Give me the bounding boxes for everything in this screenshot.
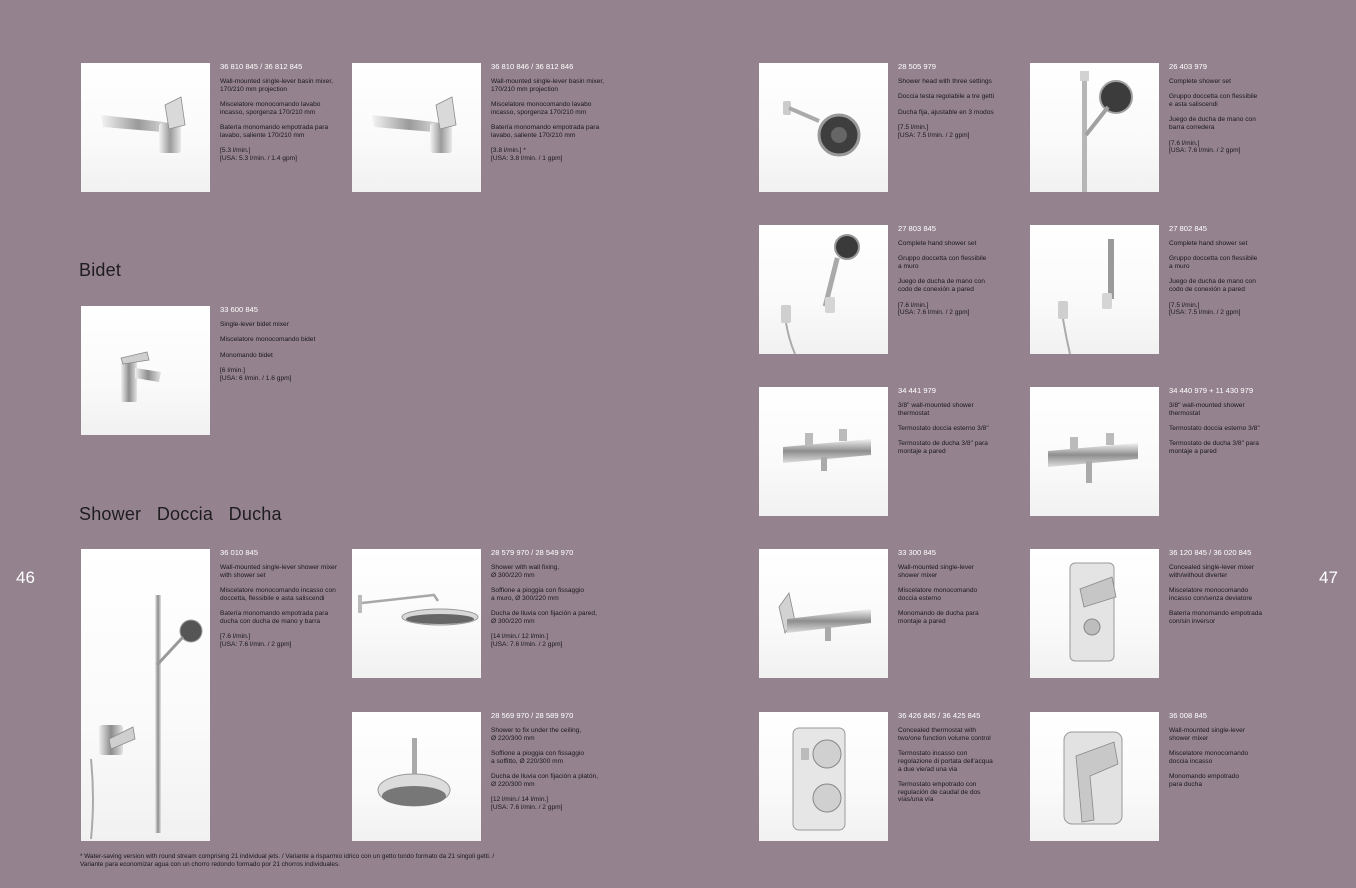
desc-it: Termostato doccia esterno 3/8" [1169, 425, 1260, 433]
desc-es: Ducha de lluvia con fijación a platón, Ø 220/300 mm [491, 773, 599, 788]
product-image-basin-mixer [352, 63, 481, 192]
desc-en: Complete hand shower set [898, 240, 977, 247]
desc-it: Doccia testa regolabile a tre getti [898, 93, 995, 101]
desc-en: Shower head with three settings [898, 78, 992, 85]
product-image-hand-shower-set [1030, 225, 1159, 354]
product-info [898, 224, 1022, 325]
desc-en: Wall-mounted single-lever shower mixer with shower set [220, 564, 338, 579]
flow-rate: [3.8 l/min.] * [USA: 3.8 l/min. / 1 gpm] [491, 147, 563, 162]
section-title-bidet: Bidet [79, 260, 122, 280]
desc-en: Wall-mounted single-lever shower mixer [1169, 727, 1245, 742]
product-info [491, 548, 615, 656]
product-image-concealed-thermostat [759, 712, 888, 841]
desc-es: Monomando bidet [220, 351, 273, 359]
desc-it: Gruppo doccetta con flessibile e asta saliscendi [1169, 93, 1258, 109]
product-code: 33 600 845 [220, 305, 259, 314]
desc-es: Juego de ducha de mano con barra corredera [1169, 116, 1256, 132]
desc-en: Concealed thermostat with two/one function volume control [898, 727, 991, 742]
desc-en: 3/8" wall-mounted shower thermostat [1169, 402, 1245, 417]
section-title-shower: Shower Doccia Ducha [79, 504, 282, 524]
desc-es: Monomando empotrado para ducha [1169, 773, 1240, 788]
footnote: * Water-saving version with round stream comprising 21 individual jets. / Variante a risparmio idrico con un getto tondo formato da 21 singoli getti. / Variante para economizar agua con un chorro redondo formado por 21 chorros individuales. [80, 853, 495, 868]
product-code: 36 008 845 [1169, 711, 1208, 720]
desc-it: Miscelatore monocomando lavabo incasso, sporgenza 170/210 mm [491, 101, 592, 116]
product-image-hand-shower-set [759, 225, 888, 354]
product-image-basin-mixer [81, 63, 210, 192]
desc-it: Soffione a pioggia con fissaggio a muro, Ø 300/220 mm [491, 587, 584, 602]
product-code: 34 441 979 [898, 386, 937, 395]
desc-es: Termostato de ducha 3/8" para montaje a pared [1169, 440, 1259, 456]
product-code: 28 579 970 / 28 549 970 [491, 548, 574, 557]
product-image-shower-thermostat [759, 387, 888, 516]
flow-rate: [12 l/min./ 14 l/min.] [USA: 7.6 l/min. / 2 gpm] [491, 796, 563, 811]
product-image-bidet-mixer [81, 306, 210, 435]
product-code: 28 569 970 / 28 589 970 [491, 711, 574, 720]
desc-it: Miscelatore monocomando doccia esterno [898, 587, 978, 602]
desc-it: Termostato incasso con regolazione di portata dell'acqua a due vie/ad una via [898, 750, 993, 773]
product-code: 27 803 845 [898, 224, 937, 233]
product-image-concealed-mixer [1030, 549, 1159, 678]
product-info [1169, 386, 1293, 464]
flow-rate: [7.5 l/min.] [USA: 7.5 l/min. / 2 gpm] [898, 124, 970, 139]
product-code: 36 120 845 / 36 020 845 [1169, 548, 1252, 557]
product-image-shower-set [81, 549, 210, 841]
desc-es: Juego de ducha de mano con codo de conexión a pared [1169, 278, 1256, 294]
desc-es: Batería monomando empotrada para lavabo, saliente 170/210 mm [220, 124, 329, 139]
desc-it: Gruppo doccetta con flessibile a muro [1169, 255, 1258, 271]
product-info [898, 548, 1022, 633]
desc-en: Wall-mounted single-lever shower mixer [898, 564, 974, 579]
product-image-shower-head [759, 63, 888, 192]
desc-en: Concealed single-lever mixer with/without diverter [1169, 564, 1255, 579]
desc-es: Monomando de ducha para montaje a pared [898, 610, 979, 625]
product-code: 27 802 845 [1169, 224, 1208, 233]
desc-it: Soffione a pioggia con fissaggio a soffitto, Ø 220/300 mm [491, 750, 584, 765]
product-image-shower-thermostat [1030, 387, 1159, 516]
desc-en: Shower to fix under the ceiling, Ø 220/300 mm [491, 727, 582, 742]
flow-rate: [5.3 l/min.] [USA: 5.3 l/min. / 1.4 gpm] [220, 147, 297, 162]
product-info [220, 548, 344, 656]
desc-es: Termostato de ducha 3/8" para montaje a pared [898, 440, 988, 456]
flow-rate: [7.6 l/min.] [USA: 7.6 l/min. / 2 gpm] [220, 633, 292, 648]
product-info [1169, 548, 1293, 633]
page-number-left: 46 [16, 568, 35, 587]
flow-rate: [7.6 l/min.] [USA: 7.6 l/min. / 2 gpm] [898, 301, 970, 317]
desc-it: Gruppo doccetta con flessibile a muro [898, 255, 987, 271]
product-code: 36 426 845 / 36 425 845 [898, 711, 981, 720]
desc-en: Single-lever bidet mixer [220, 321, 289, 328]
desc-en: Wall-mounted single-lever basin mixer, 170/210 mm projection [220, 78, 333, 93]
product-image-rain-shower-wall [352, 549, 481, 678]
desc-es: Ducha fija, ajustable en 3 modos [898, 108, 994, 116]
flow-rate: [6 l/min.] [USA: 6 l/min. / 1.6 gpm] [220, 367, 292, 382]
product-code: 26 403 979 [1169, 62, 1208, 71]
product-info [1169, 224, 1293, 325]
product-info [220, 305, 344, 390]
product-image-complete-shower-set [1030, 63, 1159, 192]
product-info [898, 386, 1022, 464]
product-image-shower-mixer-concealed [1030, 712, 1159, 841]
product-info [491, 62, 615, 170]
desc-en: Shower with wall fixing, Ø 300/220 mm [491, 564, 560, 579]
product-info [1169, 711, 1293, 796]
product-info [898, 711, 1022, 812]
desc-it: Termostato doccia esterno 3/8" [898, 425, 989, 433]
product-info [1169, 62, 1293, 163]
product-code: 36 810 846 / 36 812 846 [491, 62, 574, 71]
product-code: 28 505 979 [898, 62, 937, 71]
desc-it: Miscelatore monocomando incasso con/senza deviatore [1169, 587, 1253, 602]
desc-es: Batería monomando empotrada con/sin inversor [1169, 610, 1263, 625]
product-info [220, 62, 344, 170]
flow-rate: [7.6 l/min.] [USA: 7.6 l/min. / 2 gpm] [1169, 139, 1241, 155]
desc-en: Complete hand shower set [1169, 240, 1248, 247]
desc-it: Miscelatore monocomando doccia incasso [1169, 750, 1249, 765]
product-info [491, 711, 615, 819]
product-info [898, 62, 1022, 147]
desc-it: Miscelatore monocomando incasso con doccetta, flessibile e asta saliscendi [220, 587, 336, 602]
desc-it: Miscelatore monocomando lavabo incasso, sporgenza 170/210 mm [220, 101, 321, 116]
flow-rate: [14 l/min./ 12 l/min.] [USA: 7.6 l/min. / 2 gpm] [491, 633, 563, 648]
desc-es: Termostato empotrado con regulación de caudal de dos vías/una vía [898, 780, 981, 804]
product-code: 34 440 979 + 11 430 979 [1169, 386, 1254, 395]
desc-en: Complete shower set [1169, 78, 1231, 85]
desc-en: 3/8" wall-mounted shower thermostat [898, 402, 974, 417]
desc-es: Batería monomando empotrada para lavabo, saliente 170/210 mm [491, 124, 600, 139]
desc-it: Miscelatore monocomando bidet [220, 336, 316, 344]
desc-es: Ducha de lluvia con fijación a pared, Ø 300/220 mm [491, 610, 597, 625]
product-code: 36 010 845 [220, 548, 259, 557]
flow-rate: [7.5 l/min.] [USA: 7.5 l/min. / 2 gpm] [1169, 301, 1241, 317]
product-code: 33 300 845 [898, 548, 937, 557]
product-image-shower-mixer [759, 549, 888, 678]
desc-es: Batería monomando empotrada para ducha con ducha de mano y barra [220, 610, 329, 625]
product-code: 36 810 845 / 36 812 845 [220, 62, 303, 71]
desc-en: Wall-mounted single-lever basin mixer, 170/210 mm projection [491, 78, 604, 93]
page-number-right: 47 [1319, 568, 1338, 587]
desc-es: Juego de ducha de mano con codo de conexión a pared [898, 278, 985, 294]
product-image-rain-shower-ceiling [352, 712, 481, 841]
